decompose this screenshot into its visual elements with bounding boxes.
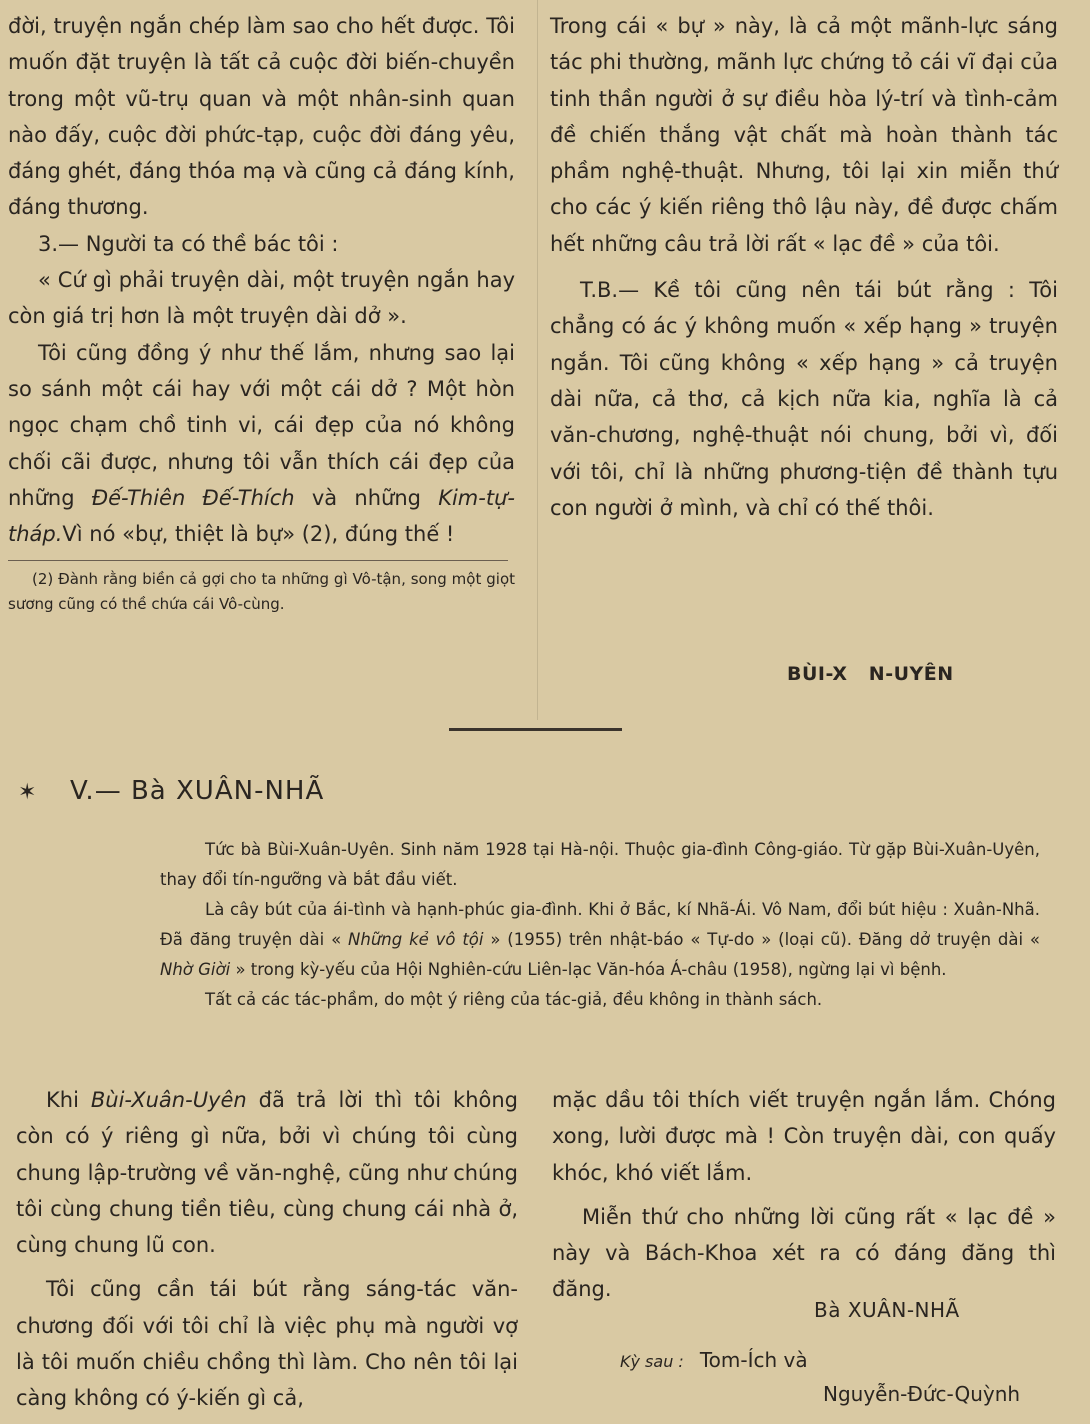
left-column-top: [8, 8, 515, 617]
right-column-bottom: [552, 1082, 1056, 1308]
paragraph: Khi Bùi-Xuân-Uyên đã trả lời thì tôi không còn có ý riêng gì nữa, bởi vì chúng tôi cùng chung lập-trường về văn-nghệ, cũng như chúng tôi cùng chung tiền tiêu, cùng chung cái nhà ở, cùng chung lũ con.: [16, 1088, 518, 1258]
paragraph: Tôi cũng cần tái bút rằng sáng-tác văn-chương đối với tôi chỉ là việc phụ mà người vợ là tôi muốn chiều chồng thì làm. Cho nên tôi lại càng không có ý-kiến gì cả,: [16, 1277, 518, 1411]
signature-author: BÙI-X N-UYÊN: [787, 663, 954, 685]
next-issue-note: Kỳ sau : Tom-Ích và: [620, 1348, 808, 1372]
italic-title: Nhờ Giời: [160, 960, 231, 979]
left-column-bottom: [16, 1082, 518, 1417]
paragraph: « Cứ gì phải truyện dài, một truyện ngắn hay còn giá trị hơn là một truyện dài dở ».: [8, 268, 515, 329]
paragraph: T.B.— Kề tôi cũng nên tái bút rằng : Tôi chẳng có ác ý không muốn « xếp hạng » truyện ngắn. Tôi cũng không « xếp hạng » cả truyện dài nữa, cả thơ, cả kịch nữa kia, nghĩa là cả văn-chương, nghệ-thuật nói chung, bởi vì, đối với tôi, chỉ là những phương-tiện đề thành tựu con người ở mình, và chỉ có thế thôi.: [550, 278, 1058, 520]
author-bio: [160, 835, 1040, 1015]
bio-paragraph: Tức bà Bùi-Xuân-Uyên. Sinh năm 1928 tại Hà-nội. Thuộc gia-đình Công-giáo. Từ gặp Bùi-Xuân-Uyên, thay đổi tín-ngưỡng và bắt đầu viết.: [160, 840, 1040, 889]
bio-paragraph: Tất cả các tác-phầm, do một ý riêng của tác-giả, đều không in thành sách.: [205, 990, 823, 1009]
section-divider: [449, 728, 622, 731]
paragraph: mặc dầu tôi thích viết truyện ngắn lắm. Chóng xong, lười được mà ! Còn truyện dài, con quấy khóc, khó viết lắm.: [552, 1088, 1056, 1185]
column-gutter: [537, 0, 538, 720]
right-column-top: [550, 8, 1058, 526]
bio-paragraph: Là cây bút của ái-tình và hạnh-phúc gia-đình. Khi ở Bắc, kí Nhã-Ái. Vô Nam, đổi bút hiệu : Xuân-Nhã. Đã đăng truyện dài « Những kẻ vô tội » (1955) trên nhật-báo « Tự-do » (loại cũ). Đăng dở truyện dài « Nhờ Giời » trong kỳ-yếu của Hội Nghiên-cứu Liên-lạc Văn-hóa Á-châu (1958), ngừng lại vì bệnh.: [160, 900, 1041, 979]
italic-name: Bùi-Xuân-Uyên: [90, 1088, 247, 1112]
next-issue-label: Kỳ sau :: [620, 1352, 684, 1371]
section-heading: ✶ V.— Bà XUÂN-NHÃ: [18, 776, 325, 806]
paragraph: Tôi cũng đồng ý như thế lắm, nhưng sao lại so sánh một cái hay với một cái dở ? Một hòn ngọc chạm chồ tinh vi, cái đẹp của nó không chối cãi được, nhưng tôi vẫn thích cái đẹp của những Đế-Thiên Đế-Thích và những Kim-tự-tháp.Vì nó «bự, thiệt là bự» (2), đúng thế !: [8, 340, 515, 547]
paragraph: Trong cái « bự » này, là cả một mãnh-lực sáng tác phi thường, mãnh lực chứng tỏ cái vĩ đại của tinh thần người ở sự điều hòa lý-trí và tình-cảm đề chiến thắng vật chất mà hoàn thành tác phầm nghệ-thuật. Nhưng, tôi lại xin miễn thứ cho các ý kiến riêng thô lậu này, đề được chấm hết những câu trả lời rất « lạc đề » của tôi.: [550, 14, 1058, 256]
paragraph: Miễn thứ cho những lời cũng rất « lạc đề » này và Bách-Khoa xét ra có đáng đăng thì đăng.: [552, 1204, 1056, 1302]
paragraph: 3.— Người ta có thề bác tôi :: [38, 231, 339, 256]
footnote: (2) Đành rằng biền cả gợi cho ta những gì Vô-tận, song một giọt sương cũng có thề chứa cái Vô-cùng.: [8, 570, 515, 614]
star-icon: ✶: [18, 780, 38, 805]
signature-author: Bà XUÂN-NHÃ: [814, 1298, 960, 1322]
italic-title: Kim-tự-tháp.: [8, 485, 515, 547]
next-issue-name: Nguyễn-Đức-Quỳnh: [823, 1382, 1021, 1406]
footnote-rule: [8, 560, 508, 561]
italic-title: Những kẻ vô tội: [348, 930, 484, 949]
paragraph: đời, truyện ngắn chép làm sao cho hết được. Tôi muốn đặt truyện là tất cả cuộc đời biến-chuyền trong một vũ-trụ quan và một nhân-sinh quan nào đấy, cuộc đời phức-tạp, cuộc đời đáng yêu, đáng ghét, đáng thóa mạ và cũng cả đáng kính, đáng thương.: [8, 14, 515, 220]
italic-title: Đế-Thiên Đế-Thích: [91, 485, 295, 510]
